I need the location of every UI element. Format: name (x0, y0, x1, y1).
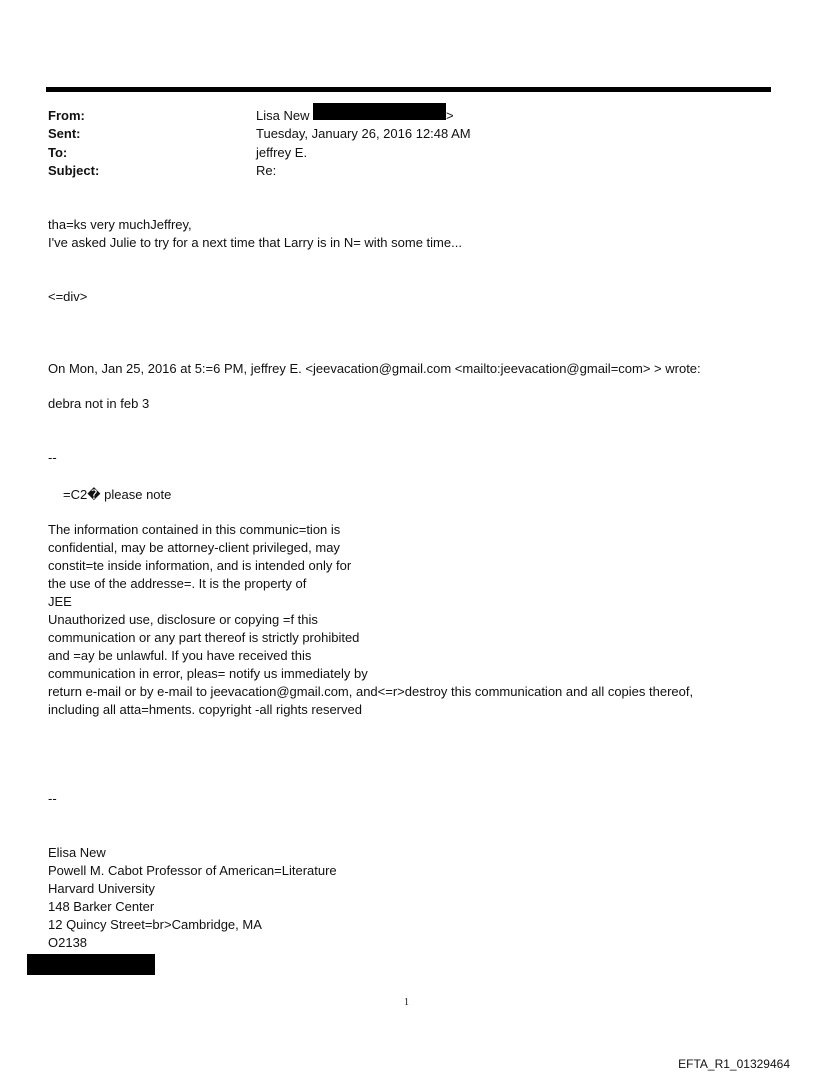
page-number: 1 (404, 997, 409, 1008)
disclaimer-line: communication in error, pleas= notify us immediately by (48, 666, 368, 681)
subject-value: Re: (256, 163, 277, 178)
disclaimer-line: The information contained in this communic=tion is (48, 522, 341, 537)
header-rule (46, 87, 771, 92)
sent-label: Sent: (48, 126, 81, 141)
disclaimer-line: including all atta=hments. copyright -all rights reserved (48, 702, 362, 717)
disclaimer-line: return e-mail or by e-mail to jeevacation@gmail.com, and<=r>destroy this communication and all copies thereof, (48, 684, 694, 699)
separator: -- (48, 450, 57, 465)
disclaimer-line: JEE (48, 594, 72, 609)
div-tag: <=div> (48, 289, 88, 304)
body-line: tha=ks very muchJeffrey, (48, 217, 192, 232)
disclaimer-line: communication or any part thereof is strictly prohibited (48, 630, 360, 645)
signature-line: Harvard University (48, 881, 155, 896)
redaction-box (27, 954, 155, 975)
quote-intro: On Mon, Jan 25, 2016 at 5:=6 PM, jeffrey E. <jeevacation@gmail.com <mailto:jeevacation@gmail=com> > wrote: (48, 361, 701, 376)
disclaimer-line: confidential, may be attorney-client privileged, may (48, 540, 340, 555)
signature-line: 12 Quincy Street=br>Cambridge, MA (48, 917, 262, 932)
sent-value: Tuesday, January 26, 2016 12:48 AM (256, 126, 471, 141)
document-id: EFTA_R1_01329464 (678, 1057, 790, 1071)
disclaimer-line: and =ay be unlawful. If you have received this (48, 648, 312, 663)
from-name: Lisa New (256, 108, 310, 123)
from-suffix: > (446, 108, 454, 123)
signature-line: O2138 (48, 935, 88, 950)
to-value: jeffrey E. (256, 145, 308, 160)
disclaimer-line: constit=te inside information, and is intended only for (48, 558, 352, 573)
disclaimer-line: Unauthorized use, disclosure or copying =f this (48, 612, 318, 627)
disclaimer-line: the use of the addresse=. It is the property of (48, 576, 307, 591)
redaction-box (313, 103, 446, 120)
please-note: =C2� please note (63, 487, 172, 502)
signature-line: 148 Barker Center (48, 899, 155, 914)
from-value (256, 108, 454, 124)
from-label: From: (48, 108, 85, 123)
body-line: I've asked Julie to try for a next time that Larry is in N= with some time... (48, 235, 462, 250)
quote-text: debra not in feb 3 (48, 396, 150, 411)
signature-line: Elisa New (48, 845, 106, 860)
signature-line: Powell M. Cabot Professor of American=Literature (48, 863, 337, 878)
separator: -- (48, 791, 57, 806)
subject-label: Subject: (48, 163, 100, 178)
to-label: To: (48, 145, 68, 160)
